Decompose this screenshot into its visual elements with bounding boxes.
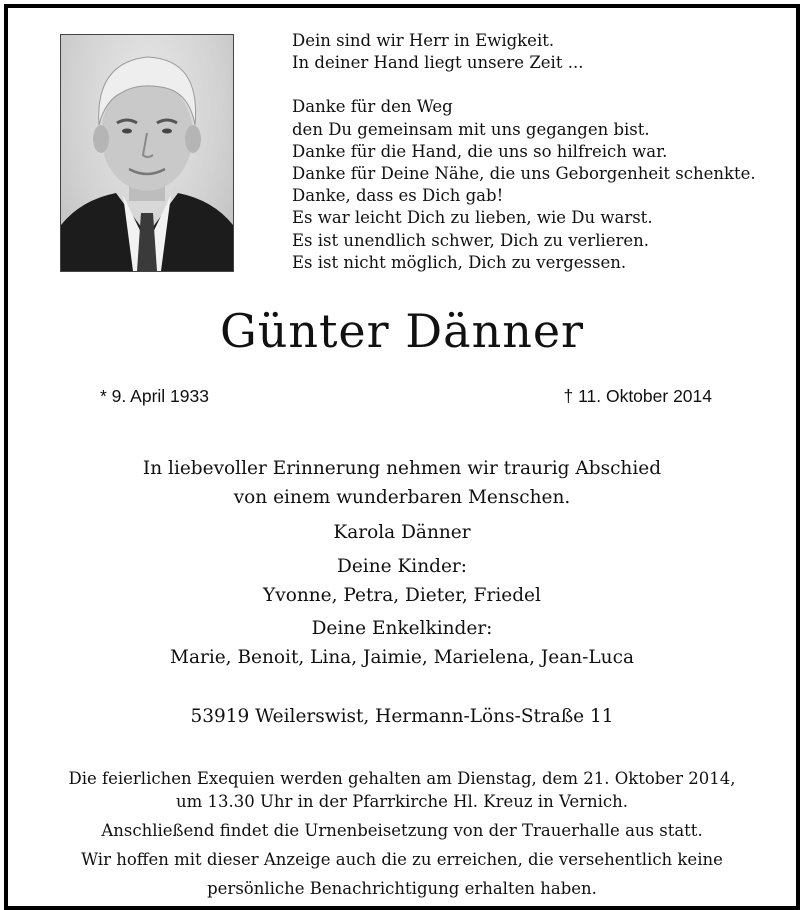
mourners [8,518,796,672]
children-names: Yvonne, Petra, Dieter, Friedel [263,585,541,606]
notice-line: Anschließend findet die Urnenbeisetzung von der Trauerhalle aus statt. [101,821,703,840]
poem-line: Danke, dass es Dich gab! [292,186,504,206]
grandchildren-heading: Deine Enkelkinder: [311,618,493,639]
spouse-name: Karola Dänner [333,522,471,543]
portrait-photo-drawing [61,35,233,271]
grandchildren-names: Marie, Benoit, Lina, Jaimie, Marielena, Jean-Luca [170,647,634,668]
poem-line: Danke für den Weg [292,97,453,117]
farewell-line: In liebevoller Erinnerung nehmen wir traurig Abschied [142,458,662,479]
notice-line: Die feierlichen Exequien werden gehalten am Dienstag, dem 21. Oktober 2014, [68,769,736,788]
notice-line: um 13.30 Uhr in der Pfarrkirche Hl. Kreuz in Vernich. [175,792,629,811]
poem-line: den Du gemeinsam mit uns gegangen bist. [292,119,650,139]
poem-line: Danke für die Hand, die uns so hilfreich war. [292,141,668,161]
portrait-photo [60,34,234,272]
address: 53919 Weilerswist, Hermann-Löns-Straße 11 [190,706,614,727]
poem-line: In deiner Hand liegt unsere Zeit ... [292,53,584,73]
poem-line: Danke für Deine Nähe, die uns Geborgenheit schenkte. [292,164,756,184]
children-heading: Deine Kinder: [337,556,467,577]
poem-line: Dein sind wir Herr in Ewigkeit. [292,31,555,50]
birth-date: * 9. April 1933 [100,386,209,406]
obituary-card [4,4,800,910]
notice-line: Wir hoffen mit dieser Anzeige auch die zu erreichen, die versehentlich keine [81,850,723,869]
poem-line: Es ist nicht möglich, Dich zu vergessen. [292,252,627,272]
deceased-name: Günter Dänner [219,304,585,358]
funeral-notice [8,764,796,903]
farewell-text [8,454,796,512]
notice-line: persönliche Benachrichtigung erhalten haben. [207,879,597,898]
poem-line: Es war leicht Dich zu lieben, wie Du warst. [292,208,653,228]
poem-line: Es ist unendlich schwer, Dich zu verlieren. [292,230,650,250]
poem [292,30,782,274]
farewell-line: von einem wunderbaren Menschen. [233,487,571,508]
death-date: † 11. Oktober 2014 [563,386,712,406]
